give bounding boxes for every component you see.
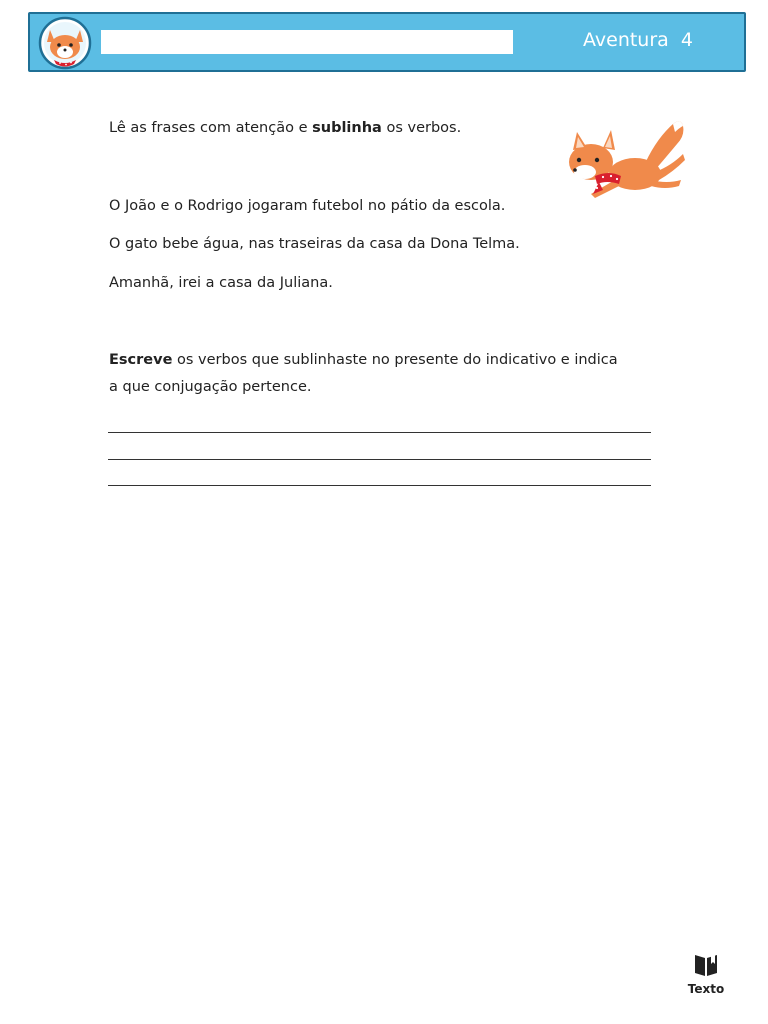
sentence-1: O João e o Rodrigo jogaram futebol no pátio da escola.: [109, 198, 506, 214]
adventure-label: Aventura: [583, 29, 669, 51]
adventure-number: 4: [680, 29, 693, 51]
instruction-text: os verbos que sublinhaste no presente do indicativo e indica: [172, 352, 618, 368]
answer-line-3[interactable]: [108, 485, 651, 486]
sentence-2: O gato bebe água, nas traseiras da casa da Dona Telma.: [109, 236, 520, 252]
fox-avatar-icon: [36, 16, 94, 70]
publisher-logo: [680, 952, 732, 998]
instruction-text: Lê as frases com atenção e: [109, 120, 313, 136]
running-fox-illustration: [555, 110, 690, 206]
sentence-3: Amanhã, irei a casa da Juliana.: [109, 275, 333, 291]
book-logo-icon: [693, 952, 719, 978]
answer-line-1[interactable]: [108, 432, 651, 433]
instruction-bold: Escreve: [109, 352, 173, 368]
student-name-field[interactable]: [101, 30, 513, 54]
instruction-underline: [109, 118, 461, 138]
instruction-write-line2: a que conjugação pertence.: [109, 379, 312, 395]
adventure-title: [583, 29, 693, 51]
instruction-write: [109, 350, 618, 370]
instruction-bold: sublinha: [312, 120, 382, 136]
instruction-text: os verbos.: [381, 120, 462, 136]
answer-line-2[interactable]: [108, 459, 651, 460]
publisher-name: Texto: [687, 982, 725, 996]
